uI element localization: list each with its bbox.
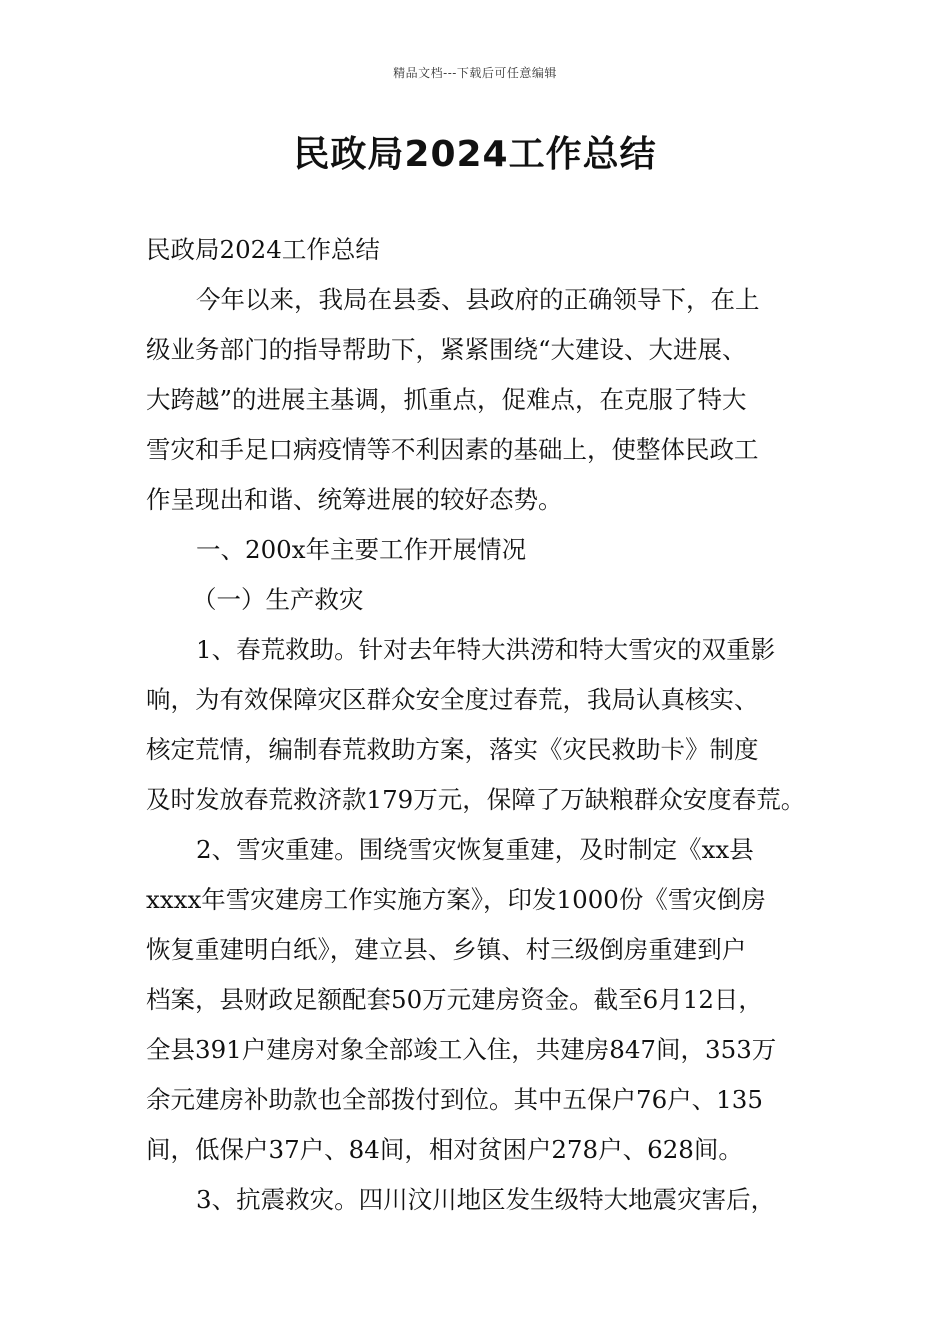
line-17: 余元建房补助款也全部拨付到位。其中五保户76户、135 [146,1085,763,1114]
header-note: 精品文档---下载后可任意编辑 [393,66,557,80]
line-10: 核定荒情，编制春荒救助方案，落实《灾民救助卡》制度 [146,735,759,764]
line-2: 级业务部门的指导帮助下，紧紧围绕“大建设、大进展、 [146,335,747,364]
line-8: 1、春荒救助。针对去年特大洪涝和特大雪灾的双重影 [196,635,776,664]
line-5: 作呈现出和谐、统筹进展的较好态势。 [146,485,563,514]
document-title: 民政局2024工作总结 [293,134,657,175]
line-19: 3、抗震救灾。四川汶川地区发生级特大地震灾害后， [196,1185,776,1214]
line-16: 全县391户建房对象全部竣工入住，共建房847间，353万 [146,1035,777,1064]
line-4: 雪灾和手足口病疫情等不利因素的基础上，使整体民政工 [146,435,759,464]
line-14: 恢复重建明白纸》，建立县、乡镇、村三级倒房重建到户 [146,935,747,964]
line-12: 2、雪灾重建。围绕雪灾恢复重建，及时制定《xx县 [196,835,754,864]
line-11: 及时发放春荒救济款179万元，保障了万缺粮群众安度春荒。 [146,785,806,814]
line-9: 响，为有效保障灾区群众安全度过春荒，我局认真核实、 [146,685,759,714]
line-18: 间，低保户37户、84间，相对贫困户278户、628间。 [146,1135,743,1164]
line-0: 民政局2024工作总结 [146,235,380,264]
line-1: 今年以来，我局在县委、县政府的正确领导下，在上 [196,285,760,314]
section-heading-1: 一、200x年主要工作开展情况 [196,535,527,564]
line-15: 档案，县财政足额配套50万元建房资金。截至6月12日， [146,985,763,1014]
line-13: xxxx年雪灾建房工作实施方案》，印发1000份《雪灾倒房 [146,885,766,914]
document-body [146,225,808,1225]
line-3: 大跨越”的进展主基调，抓重点，促难点，在克服了特大 [146,385,747,414]
subsection-heading-1: （一）生产救灾 [192,585,364,614]
